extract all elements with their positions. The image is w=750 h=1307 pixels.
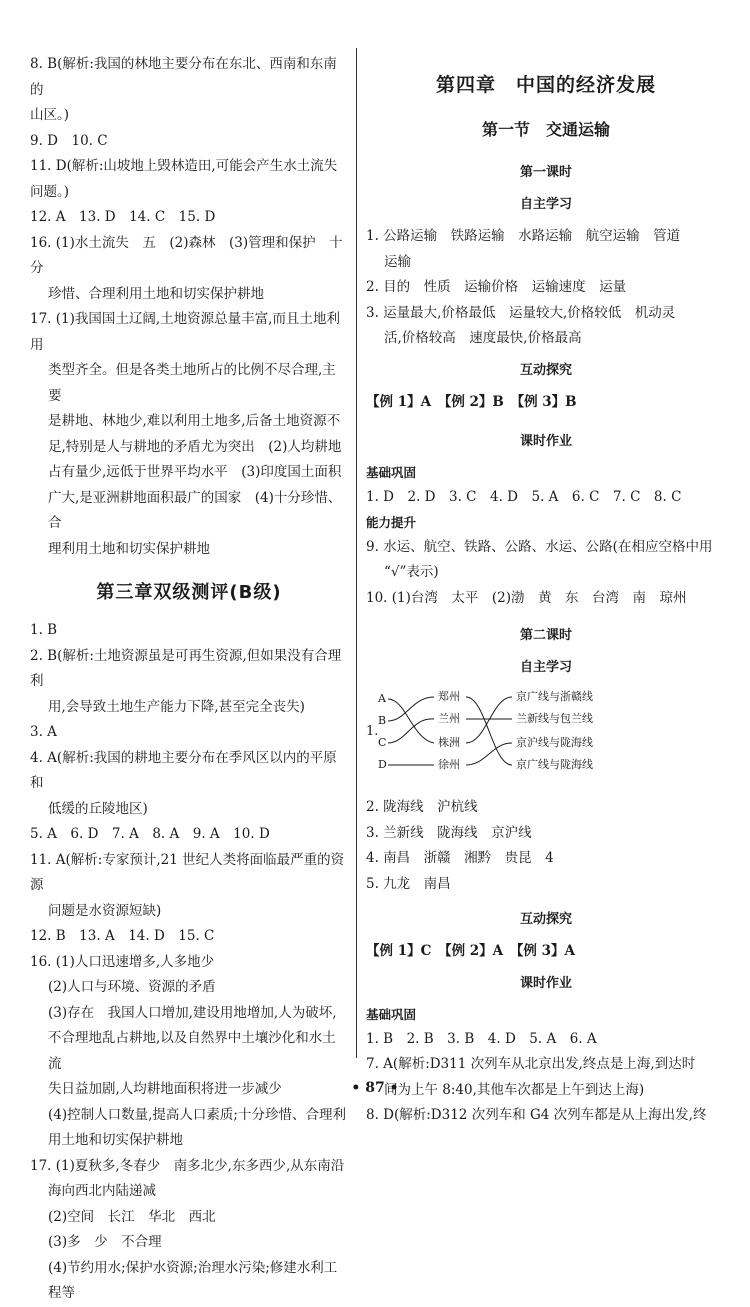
test-answer-16-4-cont: 用土地和切实保护耕地 (48, 1132, 183, 1148)
test-answer-16-3: (3)存在 我国人口增加,建设用地增加,人为破坏, (48, 1004, 337, 1021)
test-answer-17-2: (2)空间 长江 华北 西北 (48, 1208, 216, 1225)
test-answer-4-cont: 低缓的丘陵地区) (48, 800, 148, 817)
self-study-heading-2: 自主学习 (519, 660, 572, 675)
test-answer-17-4: (4)节约用水;保护水资源;治理水污染;修建水利工 (48, 1259, 338, 1276)
basic-answers-1: 1. D 2. D 3. C 4. D 5. A 6. C 7. C 8. C (366, 489, 682, 505)
interactive-heading-2: 互动探究 (519, 912, 572, 927)
test-answer-11-cont: 问题是水资源短缺) (48, 902, 162, 919)
page-number: • 87 • (351, 1080, 399, 1096)
diagram-letter-d: D (378, 758, 387, 771)
answer-17-cont-3: 足,特别是人与耕地的矛盾尤为突出 (2)人均耕地 (48, 438, 342, 455)
test-answer-16-3-cont-1: 不合理地乱占耕地,以及自然界中土壤沙化和水土流 (48, 1030, 336, 1072)
left-column (30, 52, 348, 1307)
lesson-1-heading: 第一课时 (519, 165, 572, 180)
link-zhengzhou-line4 (466, 697, 512, 765)
self-study-3: 3. 运量最大,价格最低 运量较大,价格较低 机动灵 (366, 304, 676, 321)
test-answer-1: 1. B (30, 622, 58, 638)
answer-11: 11. D(解析:山坡地上毁林造田,可能会产生水土流失 (30, 158, 338, 174)
answer-17-cont-6: 理利用土地和切实保护耕地 (48, 540, 210, 557)
column-divider (356, 48, 357, 1058)
answer-17: 17. (1)我国国土辽阔,土地资源总量丰富,而且土地利用 (30, 311, 340, 353)
answer-16-cont: 珍惜、合理利用土地和切实保护耕地 (48, 285, 264, 302)
answer-8: 8. B(解析:我国的林地主要分布在东北、西南和东南的 (30, 56, 337, 98)
interactive-heading-1: 互动探究 (519, 362, 572, 378)
test-answer-17-cont: 海向西北内陆递减 (48, 1183, 156, 1199)
homework-heading-2: 课时作业 (519, 975, 572, 991)
diagram-line-1: 京广线与浙赣线 (516, 690, 593, 703)
ability-9-cont: “√”表示) (384, 564, 439, 580)
chapter-title: 第四章 中国的经济发展 (435, 74, 656, 96)
self-study-2-3: 3. 兰新线 陇海线 京沪线 (366, 824, 532, 841)
self-study-2: 2. 目的 性质 运输价格 运输速度 运量 (366, 279, 627, 295)
section-title-chapter3-test: 第三章双级测评(B级) (96, 582, 282, 603)
ability-heading: 能力提升 (366, 514, 417, 530)
homework-heading-1: 课时作业 (519, 434, 572, 449)
test-answer-5-10: 5. A 6. D 7. A 8. A 9. A 10. D (30, 826, 270, 842)
answer-17-cont-4: 占有量少,远低于世界平均水平 (3)印度国土面积 (48, 464, 342, 480)
link-zhuzhou-line1 (466, 697, 512, 743)
section-title: 第一节 交通运输 (481, 120, 610, 139)
answer-16: 16. (1)水土流失 五 (2)森林 (3)管理和保护 十分 (30, 234, 343, 276)
self-study-2-2: 2. 陇海线 沪杭线 (366, 799, 478, 815)
self-study-1-cont: 运输 (384, 253, 411, 270)
test-answer-16-3-cont-2: 失日益加剧,人均耕地面积将进一步减少 (48, 1081, 282, 1097)
diagram-letter-b: B (378, 714, 387, 727)
diagram-line-4: 京广线与陇海线 (516, 758, 593, 771)
basic-heading-2: 基础巩固 (366, 1006, 417, 1022)
test-answer-16-4: (4)控制人口数量,提高人口素质;十分珍惜、合理利 (48, 1106, 346, 1123)
answer-17-cont-1: 类型齐全。但是各类土地所占的比例不尽合理,主要 (48, 362, 336, 404)
ability-10: 10. (1)台湾 太平 (2)渤 黄 东 台湾 南 琼州 (366, 589, 687, 606)
ability-9: 9. 水运、航空、铁路、公路、水运、公路(在相应空格中用 (366, 538, 713, 555)
diagram-city-xuzhou: 徐州 (438, 758, 460, 771)
answer-9-10: 9. D 10. C (30, 132, 108, 149)
test-answer-16-2: (2)人口与环境、资源的矛盾 (48, 979, 216, 995)
basic-answer-7: 7. A(解析:D311 次列车从北京出发,终点是上海,到达时 (366, 1056, 696, 1072)
answer-8-cont: 山区。) (30, 107, 70, 123)
basic-heading-1: 基础巩固 (366, 465, 417, 480)
self-study-1: 1. 公路运输 铁路运输 水路运输 航空运输 管道 (366, 228, 681, 244)
basic-answer-8: 8. D(解析:D312 次列车和 G4 次列车都是从上海出发,终 (366, 1107, 707, 1123)
diagram-city-zhuzhou: 株洲 (438, 736, 460, 749)
diagram-line-3: 京沪线与陇海线 (516, 736, 593, 749)
answer-11-cont: 问题。) (30, 183, 70, 200)
lesson-2-heading: 第二课时 (519, 628, 572, 643)
diagram-city-lanzhou: 兰州 (438, 712, 460, 725)
test-answer-17-4-cont: 程等 (48, 1285, 75, 1301)
answer-17-cont-5: 广大,是亚洲耕地面积最广的国家 (4)十分珍惜、合 (48, 489, 342, 531)
test-answer-11: 11. A(解析:专家预计,21 世纪人类将面临最严重的资源 (30, 851, 345, 893)
self-study-heading-1: 自主学习 (519, 197, 572, 212)
right-column (366, 52, 726, 1129)
diagram-line-2: 兰新线与包兰线 (516, 712, 593, 725)
interactive-answers-2: 【例 1】C 【例 2】A 【例 3】A (366, 943, 575, 959)
diagram-city-zhengzhou: 郑州 (438, 690, 460, 703)
test-answer-3: 3. A (30, 724, 57, 740)
basic-answers-2: 1. B 2. B 3. B 4. D 5. A 6. A (366, 1030, 597, 1047)
test-answer-17: 17. (1)夏秋多,冬春少 南多北少,东多西少,从东南沿 (30, 1157, 345, 1174)
link-a-zhuzhou (388, 699, 434, 743)
basic-answer-7-cont: 间为上午 8:40,其他车次都是上午到达上海) (384, 1081, 645, 1098)
railway-matching-diagram (366, 687, 726, 791)
diagram-letter-a: A (378, 692, 386, 705)
test-answer-4: 4. A(解析:我国的耕地主要分布在季风区以内的平原和 (30, 749, 337, 791)
diagram-number: 1. (366, 724, 379, 739)
self-study-3-cont: 活,价格较高 速度最快,价格最高 (384, 330, 582, 346)
diagram-letter-c: C (378, 736, 387, 749)
test-answer-2: 2. B(解析:土地资源虽是可再生资源,但如果没有合理利 (30, 647, 342, 689)
interactive-answers-1: 【例 1】A 【例 2】B 【例 3】B (366, 393, 577, 410)
test-answer-12-15: 12. B 13. A 14. D 15. C (30, 928, 215, 944)
answer-17-cont-2: 是耕地、林地少,难以利用土地多,后备土地资源不 (48, 413, 341, 429)
self-study-2-5: 5. 九龙 南昌 (366, 875, 451, 892)
test-answer-17-3: (3)多 少 不合理 (48, 1234, 162, 1250)
answer-12-15: 12. A 13. D 14. C 15. D (30, 209, 216, 225)
test-answer-2-cont: 用,会导致土地生产能力下降,甚至完全丧失) (48, 698, 305, 715)
self-study-2-4: 4. 南昌 浙赣 湘黔 贵昆 4 (366, 850, 554, 866)
test-answer-16: 16. (1)人口迅速增多,人多地少 (30, 953, 215, 970)
